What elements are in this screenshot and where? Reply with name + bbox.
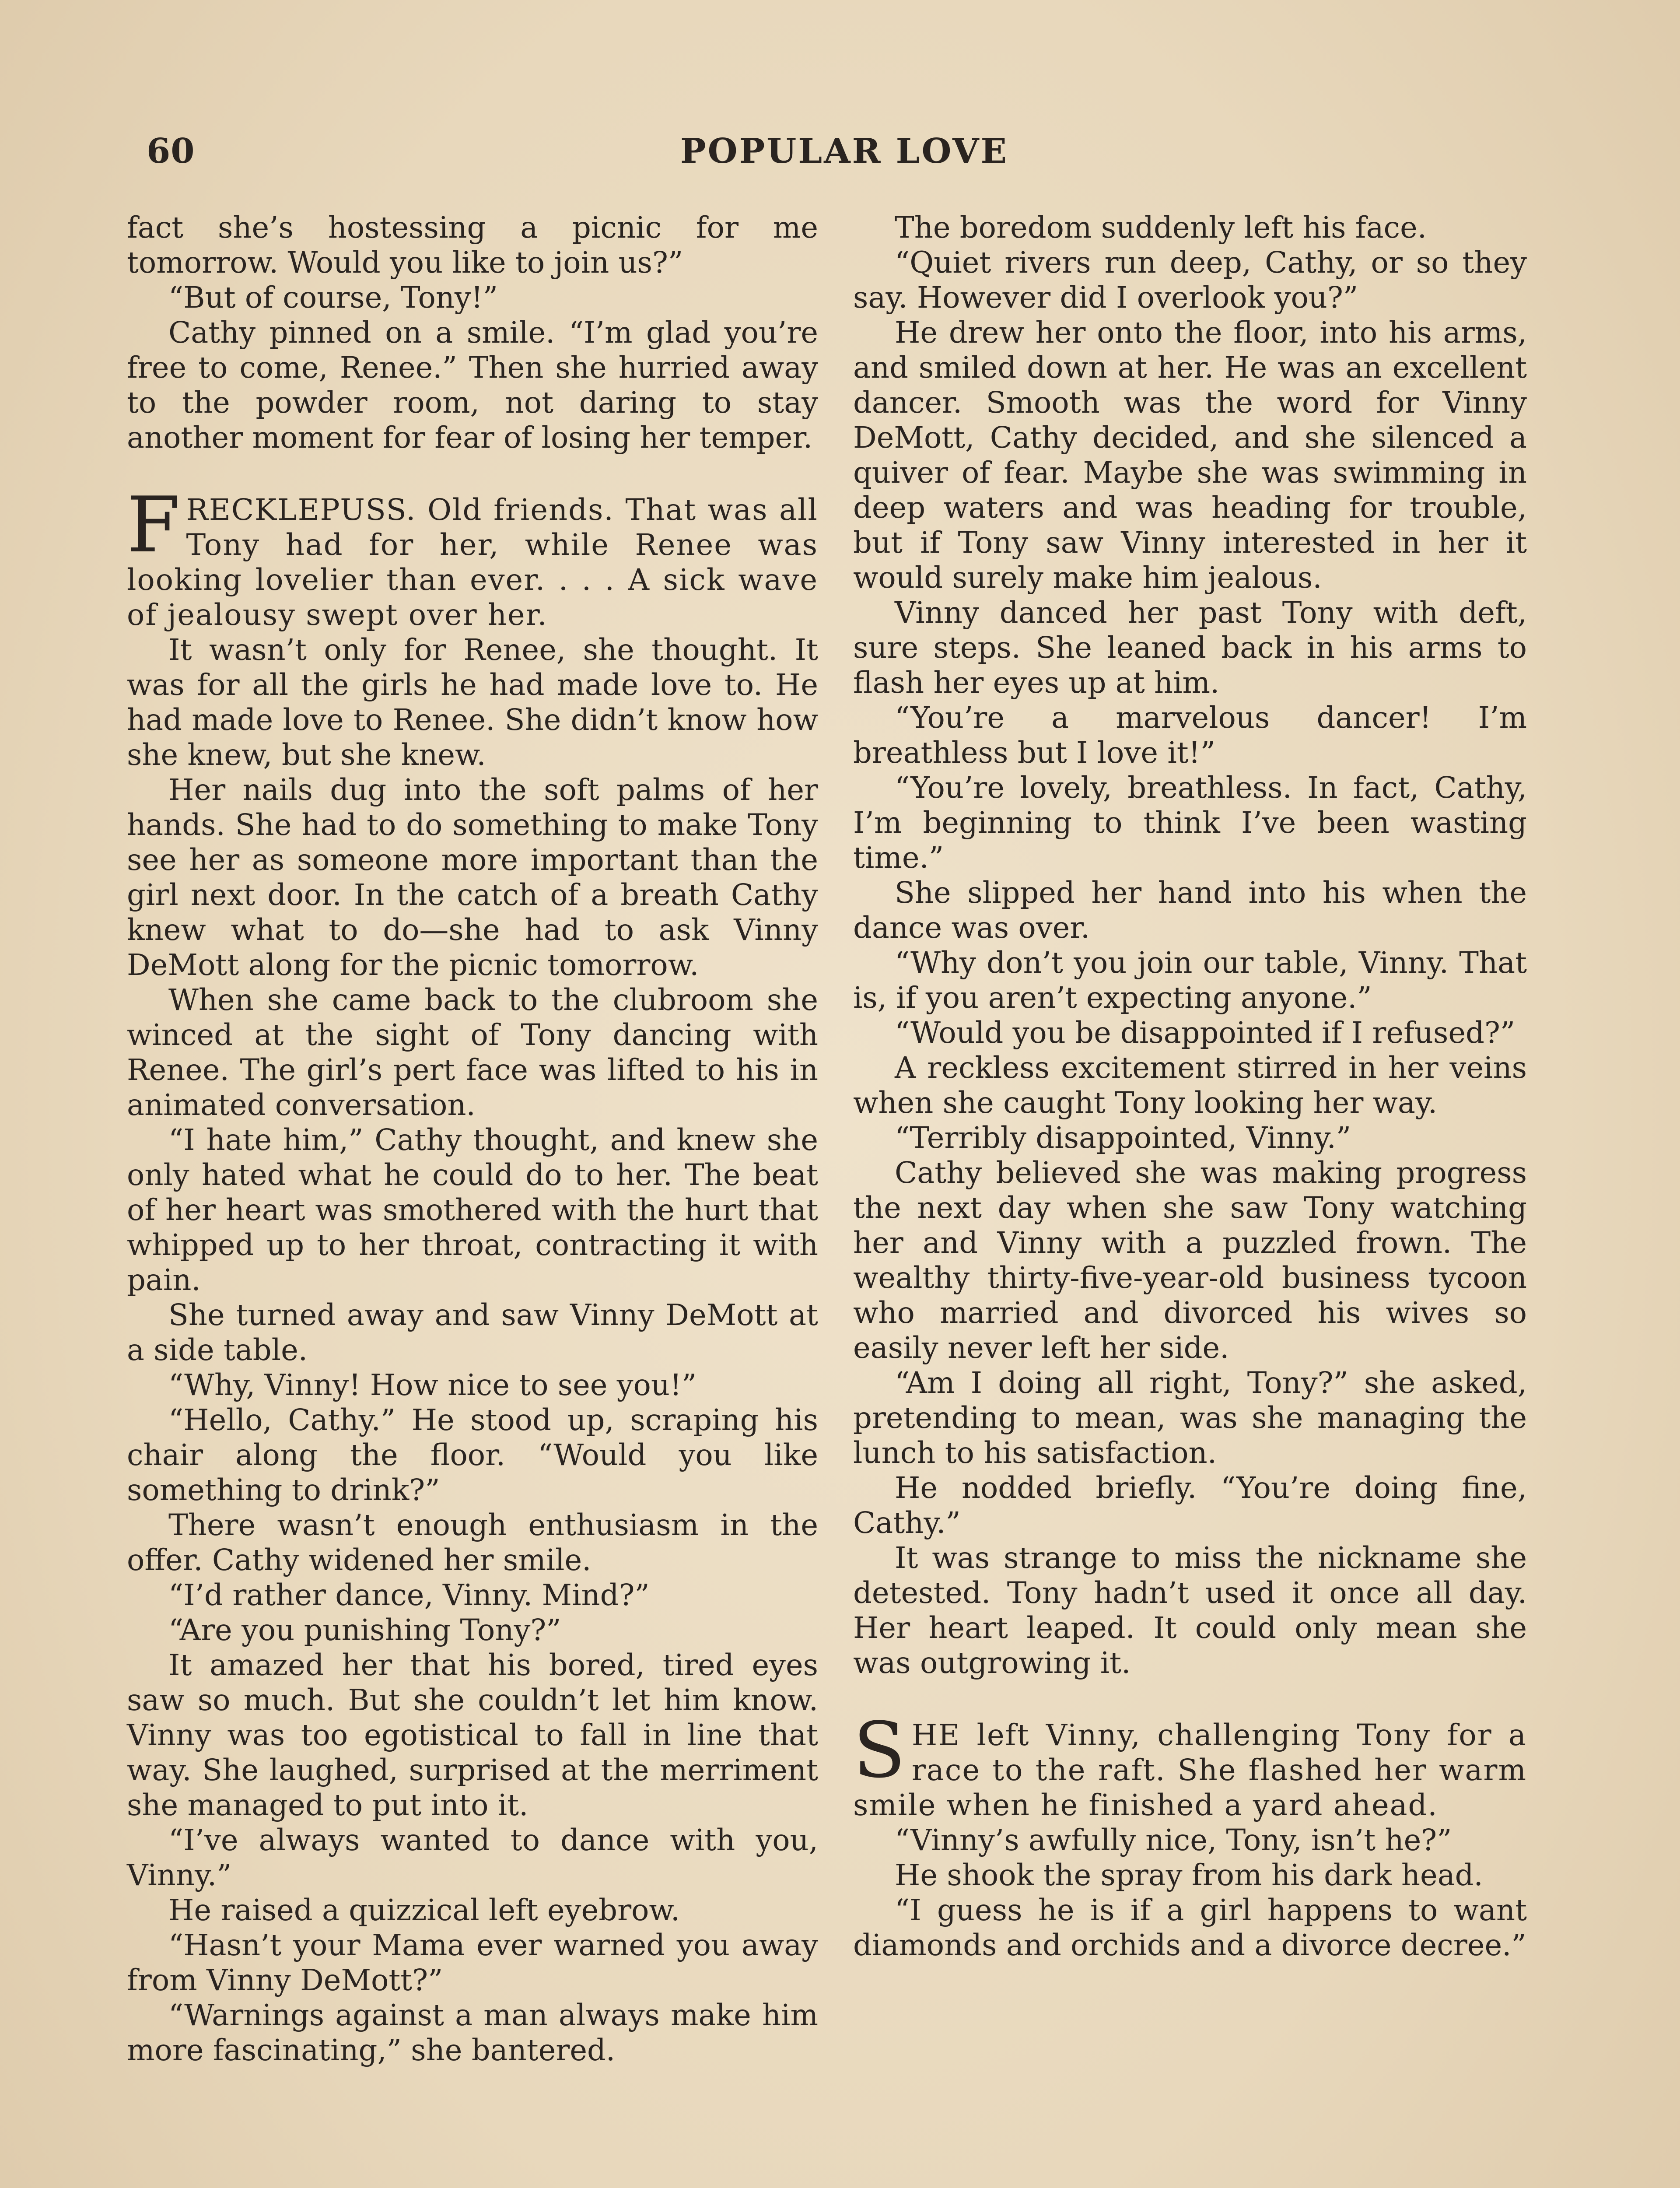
page-header bbox=[147, 131, 1533, 179]
paragraph: Her nails dug into the soft palms of her hands. She had to do something to make Tony see her as someone more important than the girl next door. In the catch of a breath Cathy knew what to do—she had to ask Vinny DeMott along for the picnic tomorrow. bbox=[127, 773, 818, 982]
paragraph: It wasn’t only for Renee, she thought. It was for all the girls he had made love to. He had made love to Renee. She didn’t know how she knew, but she knew. bbox=[127, 633, 818, 772]
section-opening-text: RECKLEPUSS. Old friends. That was all Tony had for her, while Renee was looking lovelier than ever. . . . A sick wave of jealousy swept over her. bbox=[127, 493, 818, 632]
paragraph: She turned away and saw Vinny DeMott at a side table. bbox=[127, 1298, 818, 1367]
paragraph: He shook the spray from his dark head. bbox=[895, 1858, 1483, 1892]
paragraph: “Why don’t you join our table, Vinny. That is, if you aren’t expecting anyone.” bbox=[853, 946, 1527, 1015]
paragraph: “You’re lovely, breathless. In fact, Cathy, I’m beginning to think I’ve been wasting time.” bbox=[853, 771, 1527, 875]
paragraph: He nodded briefly. “You’re doing fine, Cathy.” bbox=[853, 1471, 1527, 1540]
paragraph: “I’ve always wanted to dance with you, Vinny.” bbox=[127, 1823, 818, 1892]
paragraph: “Am I doing all right, Tony?” she asked, pretending to mean, was she managing the lunch to his satisfaction. bbox=[853, 1366, 1527, 1470]
paragraph: “Why, Vinny! How nice to see you!” bbox=[168, 1368, 697, 1402]
page-number: 60 bbox=[147, 131, 195, 171]
paragraph: “Are you punishing Tony?” bbox=[168, 1613, 561, 1647]
paragraph: “I’d rather dance, Vinny. Mind?” bbox=[168, 1578, 650, 1612]
paragraph: “You’re a marvelous dancer! I’m breathless but I love it!” bbox=[853, 701, 1527, 770]
paragraph: “Quiet rivers run deep, Cathy, or so they say. However did I overlook you?” bbox=[853, 245, 1527, 315]
right-column bbox=[853, 210, 1527, 2188]
paragraph: fact she’s hostessing a picnic for me tomorrow. Would you like to join us?” bbox=[127, 210, 818, 280]
paragraph: “Hasn’t your Mama ever warned you away from Vinny DeMott?” bbox=[127, 1928, 818, 1997]
drop-cap: F bbox=[127, 481, 180, 570]
left-column bbox=[127, 210, 818, 2188]
paragraph: He drew her onto the floor, into his arms, and smiled down at her. He was an excellent dancer. Smooth was the word for Vinny DeMott, Cathy decided, and she silenced a quiver of fear. Maybe she was swimming in deep waters and was heading for trouble, but if Tony saw Vinny interested in her it would surely make him jealous. bbox=[853, 316, 1527, 595]
running-head: POPULAR LOVE bbox=[680, 131, 1008, 171]
drop-cap: S bbox=[853, 1706, 906, 1795]
paragraph: The boredom suddenly left his face. bbox=[895, 210, 1427, 245]
paragraph: “Vinny’s awfully nice, Tony, isn’t he?” bbox=[895, 1823, 1452, 1857]
section-opening-paragraph bbox=[127, 481, 818, 632]
section-opening-paragraph bbox=[853, 1706, 1527, 1823]
paragraph: When she came back to the clubroom she winced at the sight of Tony dancing with Renee. The girl’s pert face was lifted to his in animated conversation. bbox=[127, 983, 818, 1122]
paragraph: “Would you be disappointed if I refused?” bbox=[895, 1016, 1516, 1050]
paragraph: “I hate him,” Cathy thought, and knew she only hated what he could do to her. The beat of her heart was smothered with the hurt that whipped up to her throat, contracting it with pain. bbox=[127, 1123, 818, 1297]
paragraph: Cathy pinned on a smile. “I’m glad you’re free to come, Renee.” Then she hurried away to the powder room, not daring to stay another moment for fear of losing her temper. bbox=[127, 316, 818, 455]
paragraph: “But of course, Tony!” bbox=[168, 281, 498, 315]
section-opening-text: HE left Vinny, challenging Tony for a race to the raft. She flashed her warm smile when he finished a yard ahead. bbox=[853, 1718, 1527, 1822]
paragraph: A reckless excitement stirred in her veins when she caught Tony looking her way. bbox=[853, 1051, 1527, 1120]
paragraph: “Terribly disappointed, Vinny.” bbox=[895, 1121, 1351, 1155]
paragraph: He raised a quizzical left eyebrow. bbox=[168, 1893, 680, 1927]
paragraph: “Warnings against a man always make him more fascinating,” she bantered. bbox=[127, 1998, 818, 2067]
paragraph: It was strange to miss the nickname she detested. Tony hadn’t used it once all day. Her heart leaped. It could only mean she was outgrowing it. bbox=[853, 1541, 1527, 1680]
paragraph: “Hello, Cathy.” He stood up, scraping his chair along the floor. “Would you like something to drink?” bbox=[127, 1403, 818, 1507]
paragraph: “I guess he is if a girl happens to want diamonds and orchids and a divorce decree.” bbox=[853, 1893, 1527, 1962]
paragraph: It amazed her that his bored, tired eyes saw so much. But she couldn’t let him know. Vinny was too egotistical to fall in line that way. She laughed, surprised at the merriment she managed to put into it. bbox=[127, 1648, 818, 1822]
paragraph: She slipped her hand into his when the dance was over. bbox=[853, 876, 1527, 945]
paragraph: Vinny danced her past Tony with deft, sure steps. She leaned back in his arms to flash her eyes up at him. bbox=[853, 596, 1527, 700]
paragraph: Cathy believed she was making progress the next day when she saw Tony watching her and Vinny with a puzzled frown. The wealthy thirty-five-year-old business tycoon who married and divorced his wives so easily never left her side. bbox=[853, 1156, 1527, 1365]
paragraph: There wasn’t enough enthusiasm in the offer. Cathy widened her smile. bbox=[127, 1508, 818, 1577]
